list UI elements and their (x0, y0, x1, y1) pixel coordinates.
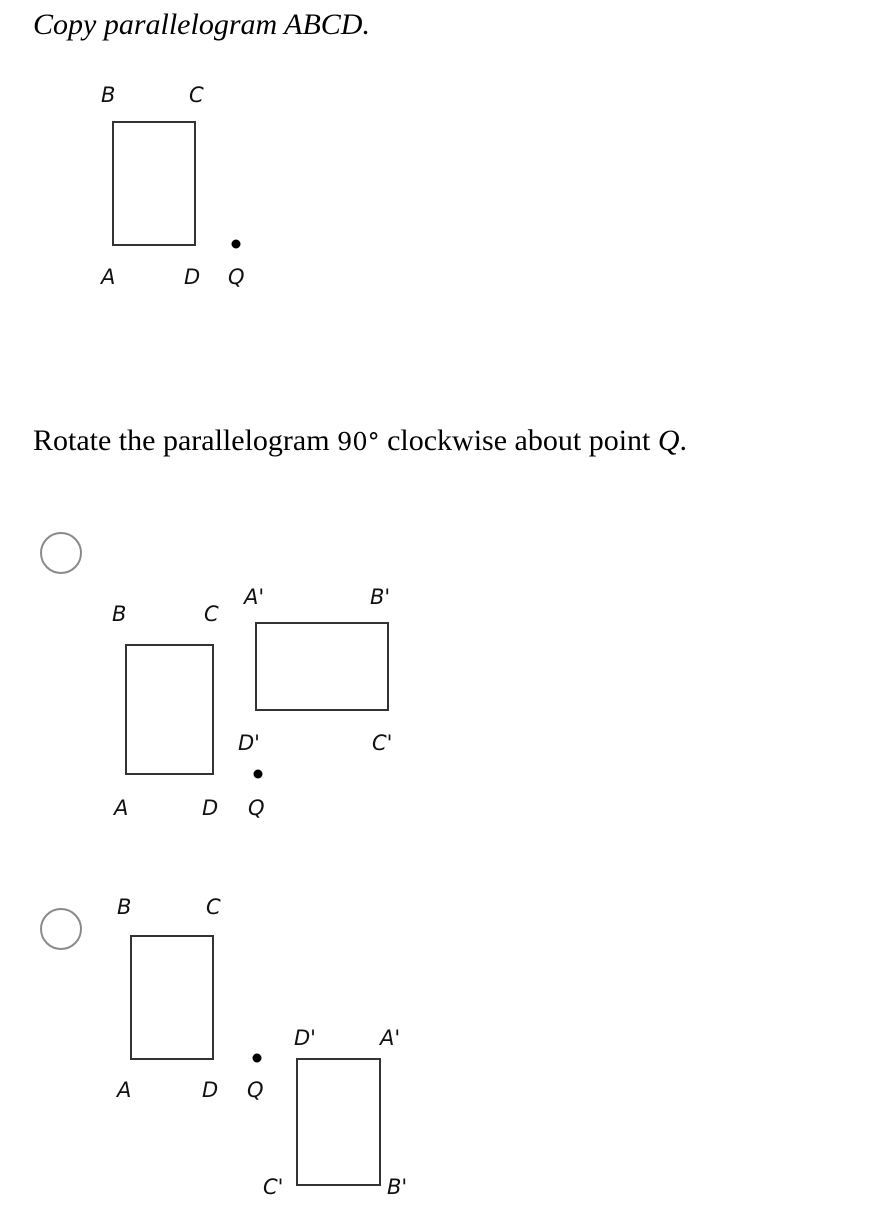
label-a: A (101, 265, 116, 289)
label-d: D (202, 796, 219, 820)
label-d-prime: D' (294, 1026, 316, 1050)
label-q: Q (228, 265, 245, 289)
label-b: B (101, 83, 116, 107)
label-c-prime: C' (372, 731, 393, 755)
question-text-part: Rotate the parallelogram (33, 424, 338, 457)
label-b: B (117, 895, 132, 919)
question-point: Q (657, 424, 680, 457)
label-q: Q (247, 1078, 264, 1102)
parallelogram-abcd (131, 936, 213, 1059)
label-a: A (114, 796, 129, 820)
label-b-prime: B' (387, 1175, 408, 1199)
parallelogram-image-b (297, 1059, 380, 1185)
label-q: Q (248, 796, 265, 820)
point-q (253, 1054, 262, 1063)
label-b: B (112, 602, 127, 626)
label-c: C (189, 83, 204, 107)
label-c: C (204, 602, 219, 626)
problem-title: Copy parallelogram ABCD. (33, 8, 370, 41)
label-c: C (206, 895, 221, 919)
label-d: D (184, 265, 201, 289)
label-a: A (117, 1078, 132, 1102)
label-a-prime: A' (244, 585, 265, 609)
label-d-prime: D' (238, 731, 260, 755)
label-c-prime: C' (263, 1175, 284, 1199)
question-text-part: clockwise about point (379, 424, 658, 457)
question-text-part: . (679, 424, 688, 457)
label-d: D (202, 1078, 219, 1102)
label-b-prime: B' (370, 585, 391, 609)
question-angle: 90° (337, 428, 380, 456)
label-a-prime: A' (380, 1026, 401, 1050)
